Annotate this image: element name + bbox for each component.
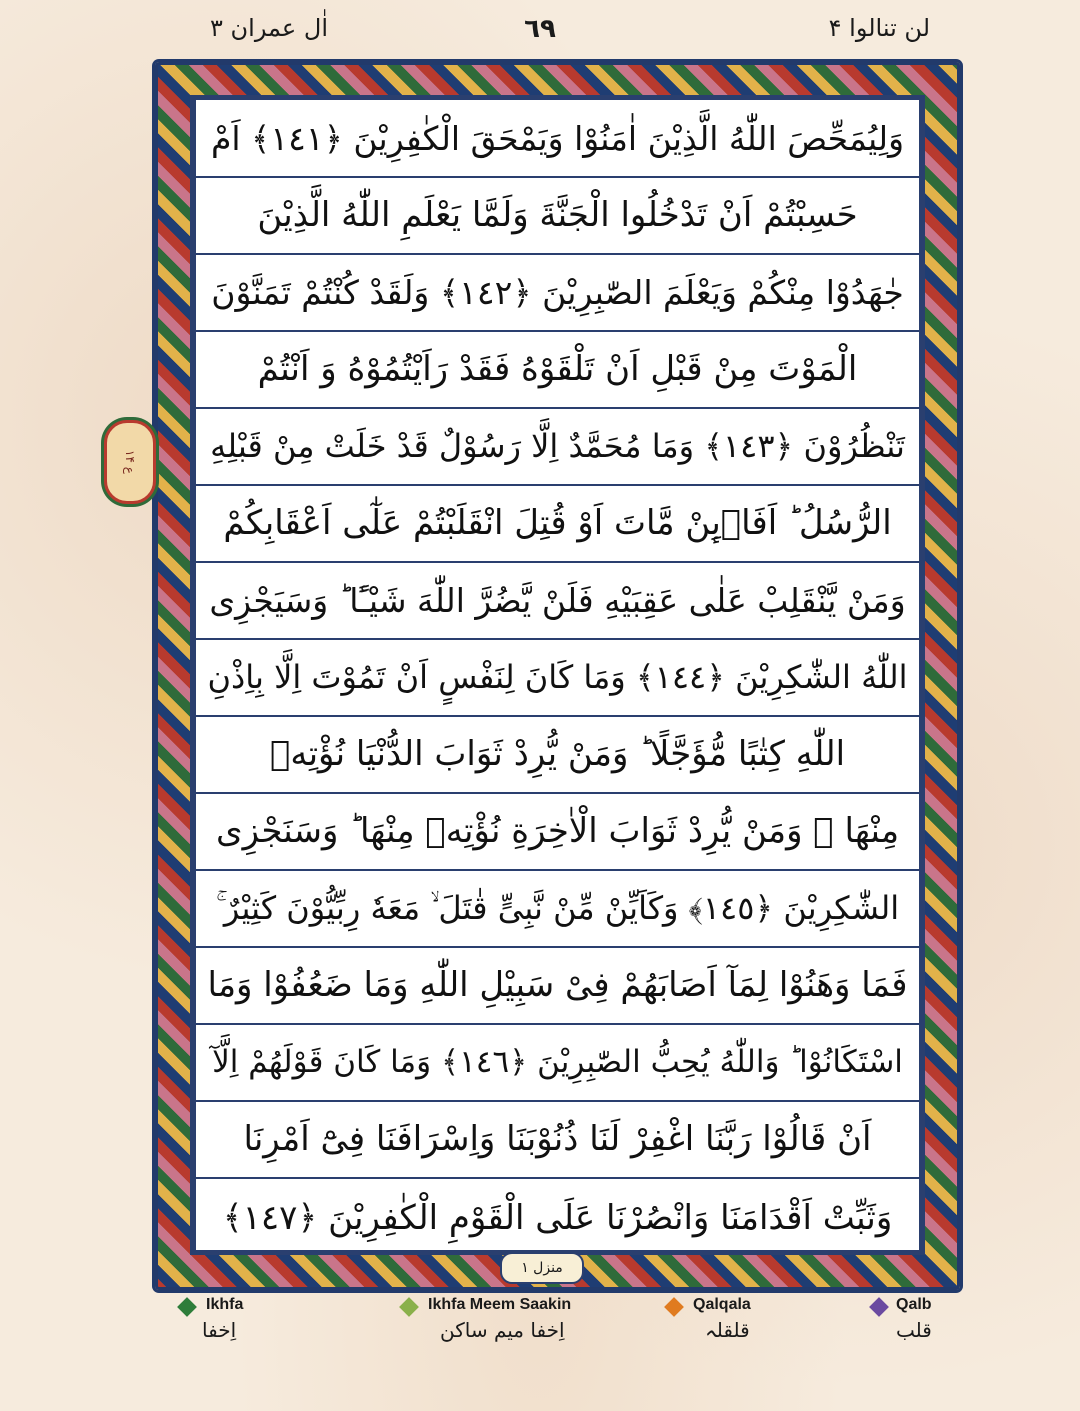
legend-label-ur: اِخفا میم ساکن [440, 1318, 565, 1342]
text-line [196, 793, 919, 871]
text-line [196, 870, 919, 948]
text-line [196, 947, 919, 1025]
legend-label-en: Ikhfa Meem Saakin [428, 1296, 572, 1313]
page-header [0, 8, 1080, 48]
verse-text: اللّٰهُ الشّٰكِرِيْنَ ﴿١٤٤﴾ وَمَا كَانَ لِنَفْسٍ اَنْ تَمُوْتَ اِلَّا بِاِذْنِ [207, 658, 908, 696]
legend-label-ur: اِخفا [202, 1318, 237, 1342]
text-line [196, 562, 919, 640]
ikhfa-color-swatch [177, 1297, 197, 1317]
verse-text: فَمَا وَهَنُوْا لِمَآ اَصَابَهُمْ فِىْ سَبِيْلِ اللّٰهِ وَمَا ضَعُفُوْا وَمَا [207, 965, 908, 1005]
text-line [196, 1101, 919, 1179]
text-line [196, 254, 919, 332]
manzil-label: منزل ۱ [521, 1260, 563, 1276]
verse-text: وَثَبِّتْ اَقْدَامَنَا وَانْصُرْنَا عَلَى الْقَوْمِ الْكٰفِرِيْنَ ﴿١٤٧﴾ [222, 1197, 893, 1238]
verse-text: حَسِبْتُمْ اَنْ تَدْخُلُوا الْجَنَّةَ وَلَمَّا يَعْلَمِ اللّٰهُ الَّذِيْنَ [257, 195, 858, 235]
para-name: لن تنالوا ۴ [828, 14, 930, 42]
qalb-color-swatch [869, 1297, 889, 1317]
verse-text: الرُّسُلُ ؕ اَفَاۡىِٕنْ مَّاتَ اَوْ قُتِلَ انْقَلَبْتُمْ عَلٰٓى اَعْقَابِكُمْ [223, 503, 892, 543]
verse-text: وَلِيُمَحِّصَ اللّٰهُ الَّذِيْنَ اٰمَنُوْا وَيَمْحَقَ الْكٰفِرِيْنَ ﴿١٤١﴾ اَمْ [210, 118, 905, 158]
verse-text: تَنْظُرُوْنَ ﴿١٤٣﴾ وَمَا مُحَمَّدٌ اِلَّا رَسُوْلٌ قَدْ خَلَتْ مِنْ قَبْلِهِ [210, 427, 905, 465]
legend-label-ur: قلقلہ [705, 1318, 750, 1342]
verse-text: مِنْهَا ۚ وَمَنْ يُّرِدْ ثَوَابَ الْاٰخِرَةِ نُؤْتِهٖ مِنْهَا ؕ وَسَنَجْزِى [215, 811, 900, 851]
ikhfa-meem-color-swatch [399, 1297, 419, 1317]
qalqala-color-swatch [664, 1297, 684, 1317]
ruku-marker [104, 420, 156, 504]
text-line [196, 485, 919, 563]
manzil-badge [500, 1252, 584, 1284]
verse-text: اللّٰهِ كِتٰبًا مُّؤَجَّلًا ؕ وَمَنْ يُّرِدْ ثَوَابَ الدُّنْيَا نُؤْتِهٖ [269, 734, 846, 774]
verse-text: الْمَوْتَ مِنْ قَبْلِ اَنْ تَلْقَوْهُ فَقَدْ رَاَيْتُمُوْهُ وَ اَنْتُمْ [257, 349, 858, 389]
legend-label-ur: قلب [896, 1318, 932, 1342]
verse-text: وَمَنْ يَّنْقَلِبْ عَلٰى عَقِبَيْهِ فَلَنْ يَّضُرَّ اللّٰهَ شَيْـًٔا ؕ وَسَيَجْزِى [209, 580, 906, 620]
surah-name: اٰل عمران ۳ [210, 14, 328, 42]
text-line [196, 331, 919, 409]
legend-label-en: Qalqala [693, 1296, 751, 1313]
ruku-marker-text: ع ۱۴ [123, 450, 137, 474]
verse-text: اسْتَكَانُوْا ؕ وَاللّٰهُ يُحِبُّ الصّٰبِرِيْنَ ﴿١٤٦﴾ وَمَا كَانَ قَوْلَهُمْ اِلَّآ [212, 1044, 903, 1080]
verse-text: الشّٰكِرِيْنَ ﴿١٤٥﴾ وَكَاَيِّنْ مِّنْ نَّبِىٍّ قٰتَلَ ۙ مَعَهٗ رِبِّيُّوْنَ كَثِيْرٌ ۚ [215, 888, 900, 927]
page-number: ٦٩ [524, 14, 556, 44]
text-line [196, 716, 919, 794]
text-line [196, 100, 919, 178]
verse-text: جٰهَدُوْا مِنْكُمْ وَيَعْلَمَ الصّٰبِرِيْنَ ﴿١٤٢﴾ وَلَقَدْ كُنْتُمْ تَمَنَّوْنَ [211, 272, 904, 312]
text-line [196, 1024, 919, 1102]
tajweed-legend [0, 1296, 1080, 1411]
text-line [196, 639, 919, 717]
text-line [196, 177, 919, 255]
quran-text-panel [196, 100, 919, 1250]
verse-text: اَنْ قَالُوْا رَبَّنَا اغْفِرْ لَنَا ذُنُوْبَنَا وَاِسْرَافَنَا فِىْٓ اَمْرِنَا [243, 1119, 872, 1159]
text-line [196, 1178, 919, 1256]
legend-label-en: Ikhfa [206, 1296, 244, 1313]
legend-label-en: Qalb [896, 1296, 932, 1313]
text-line [196, 408, 919, 486]
